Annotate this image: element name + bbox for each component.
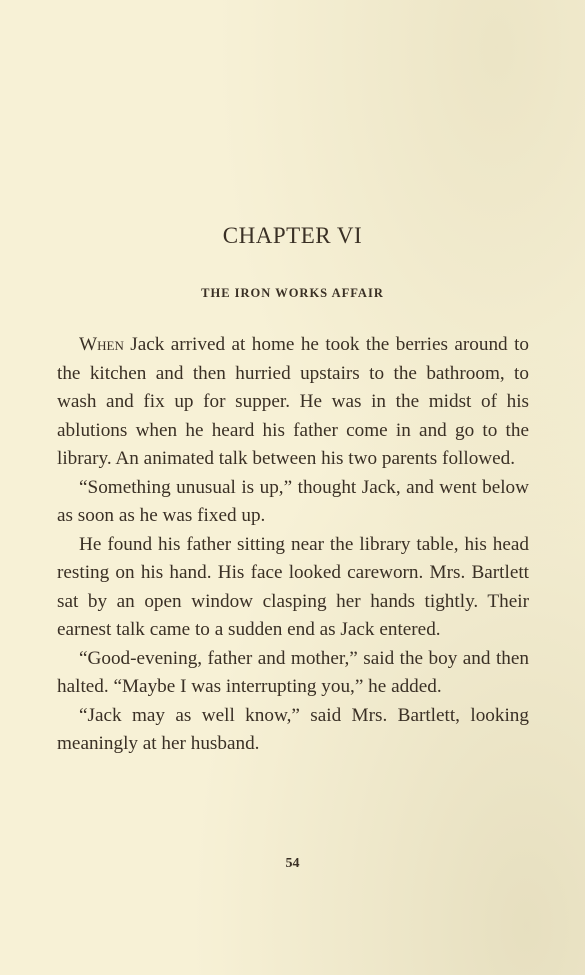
paragraph-text: Jack arrived at home he took the berries around to the kitchen and then hurried upstairs to the bathroom, to wash and fix up for supper. He was in the midst of his ablutions when he heard his father come in and go to the library. An animated talk between his two parents followed.	[57, 334, 529, 469]
chapter-subtitle: THE IRON WORKS AFFAIR	[201, 286, 384, 300]
paragraph: He found his father sitting near the library table, his head resting on his hand. His face looked careworn. Mrs. Bartlett sat by an open window clasping her hands tightly. Their earnest talk came to a sudden end as Jack entered.	[57, 533, 529, 640]
chapter-title: CHAPTER VI	[222, 223, 363, 248]
paragraph: “Jack may as well know,” said Mrs. Bartlett, looking meaningly at her husband.	[57, 704, 529, 754]
drop-word: When	[79, 334, 124, 355]
paragraph: “Good-evening, father and mother,” said the boy and then halted. “Maybe I was interrupting you,” he added.	[57, 647, 529, 697]
body-text	[57, 331, 529, 759]
paragraph	[57, 331, 529, 474]
page-number: 54	[285, 856, 300, 871]
paragraph: “Something unusual is up,” thought Jack, and went below as soon as he was fixed up.	[57, 476, 529, 526]
